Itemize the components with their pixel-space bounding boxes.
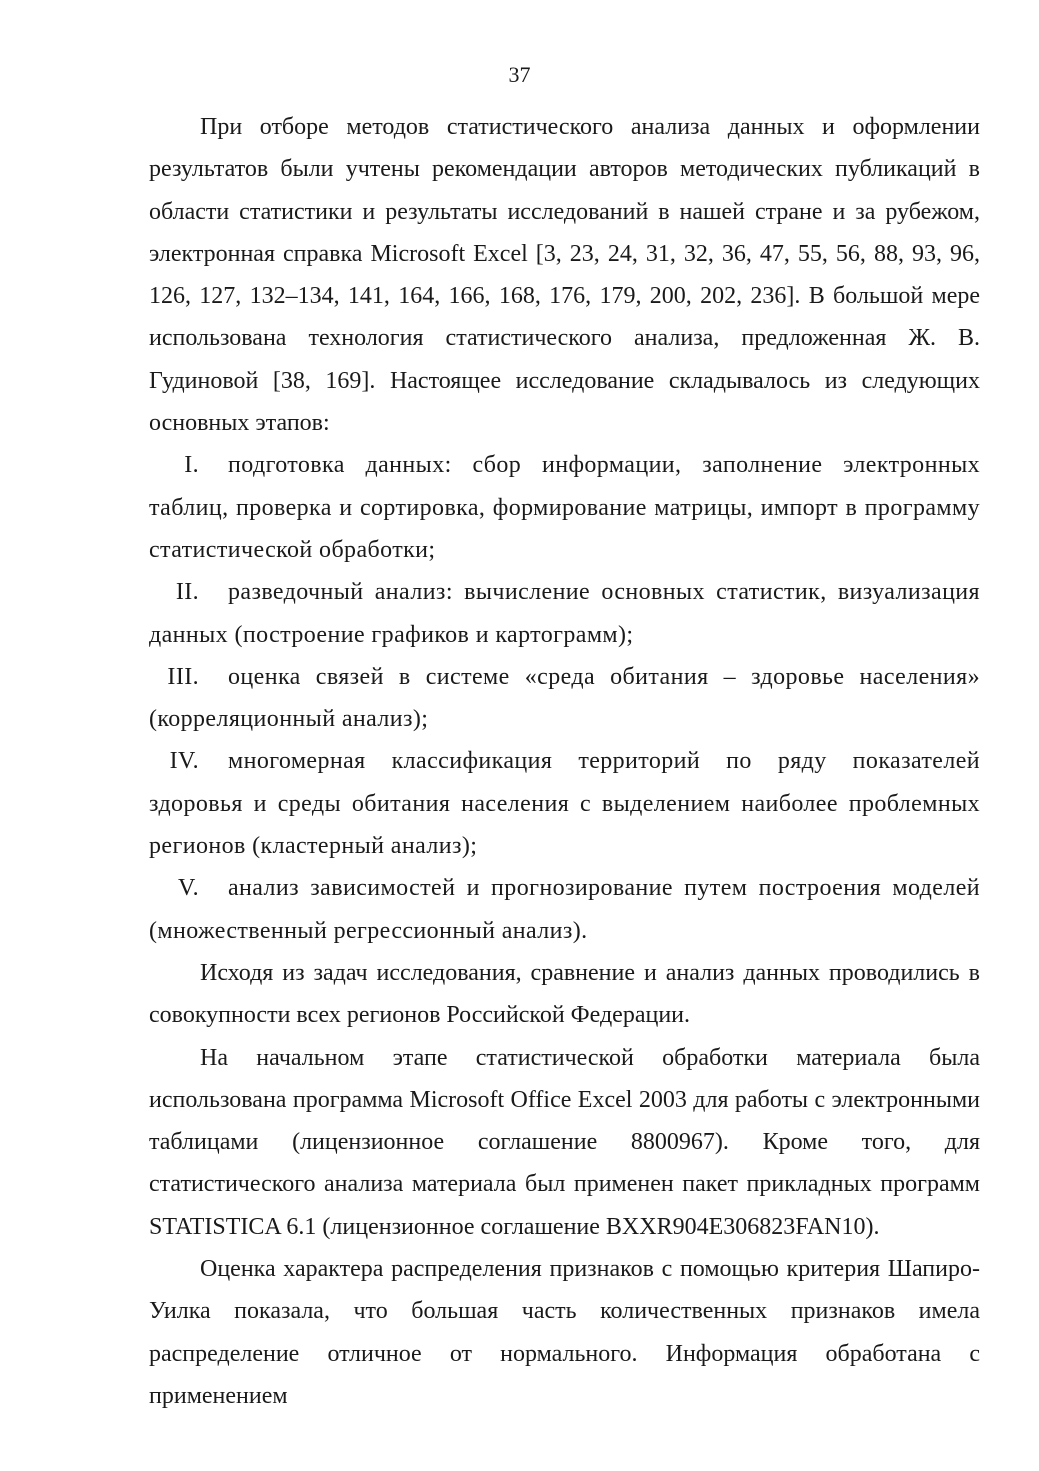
- paragraph-scope: Исходя из задач исследования, сравнение и анализ данных проводились в совокупности всех регионов Российской Федерации.: [149, 959, 980, 1029]
- stage-number: I.: [184, 452, 199, 479]
- stage-item-2: [149, 571, 980, 656]
- page-number: 37: [508, 62, 531, 87]
- stage-number: V.: [177, 875, 199, 902]
- paragraph-software: На начальном этапе статистической обработки материала была использована программа Microsoft Office Excel 2003 для работы с электронными таблицами (лицензионное соглашение 8800967). Кроме того, для статистического анализа материала был применен пакет прикладных программ STATISTICA 6.1 (лицензионное соглашение BXXR904E306823FAN10).: [149, 1044, 980, 1240]
- stage-item-1: [149, 444, 980, 571]
- stage-item-3: [149, 656, 980, 741]
- stage-text: разведочный анализ: вычисление основных статистик, визуализация данных (построение графиков и картограмм);: [149, 579, 980, 648]
- stage-number: II.: [175, 579, 199, 606]
- paragraph-distribution: Оценка характера распределения признаков с помощью критерия Шапиро-Уилка показала, что большая часть количественных признаков имела распределение отличное от нормального. Информация обработана с применением: [149, 1256, 980, 1409]
- paragraph-intro: При отборе методов статистического анализа данных и оформлении результатов были учтены рекомендации авторов методических публикаций в области статистики и результаты исследований в нашей стране и за рубежом, электронная справка Microsoft Excel [3, 23, 24, 31, 32, 36, 47, 55, 56, 88, 93, 96, 126, 127, 132–134, 141, 164, 166, 168, 176, 179, 200, 202, 236]. В большой мере использована технология статистического анализа, предложенная Ж. В. Гудиновой [38, 169]. Настоящее исследование складывалось из следующих основных этапов:: [149, 114, 980, 437]
- stage-text: подготовка данных: сбор информации, заполнение электронных таблиц, проверка и сортировка, формирование матрицы, импорт в программу статистической обработки;: [149, 452, 980, 563]
- stage-item-5: [149, 867, 980, 952]
- stage-number: III.: [167, 663, 199, 690]
- page-body: [149, 106, 980, 1417]
- stage-number: IV.: [169, 748, 199, 775]
- stage-item-4: [149, 740, 980, 867]
- stage-text: анализ зависимостей и прогнозирование путем построения моделей (множественный регрессионный анализ).: [149, 875, 980, 944]
- stage-text: оценка связей в системе «среда обитания – здоровье населения» (корреляционный анализ);: [149, 663, 980, 733]
- stage-text: многомерная классификация территорий по ряду показателей здоровья и среды обитания населения с выделением наиболее проблемных регионов (кластерный анализ);: [149, 748, 980, 860]
